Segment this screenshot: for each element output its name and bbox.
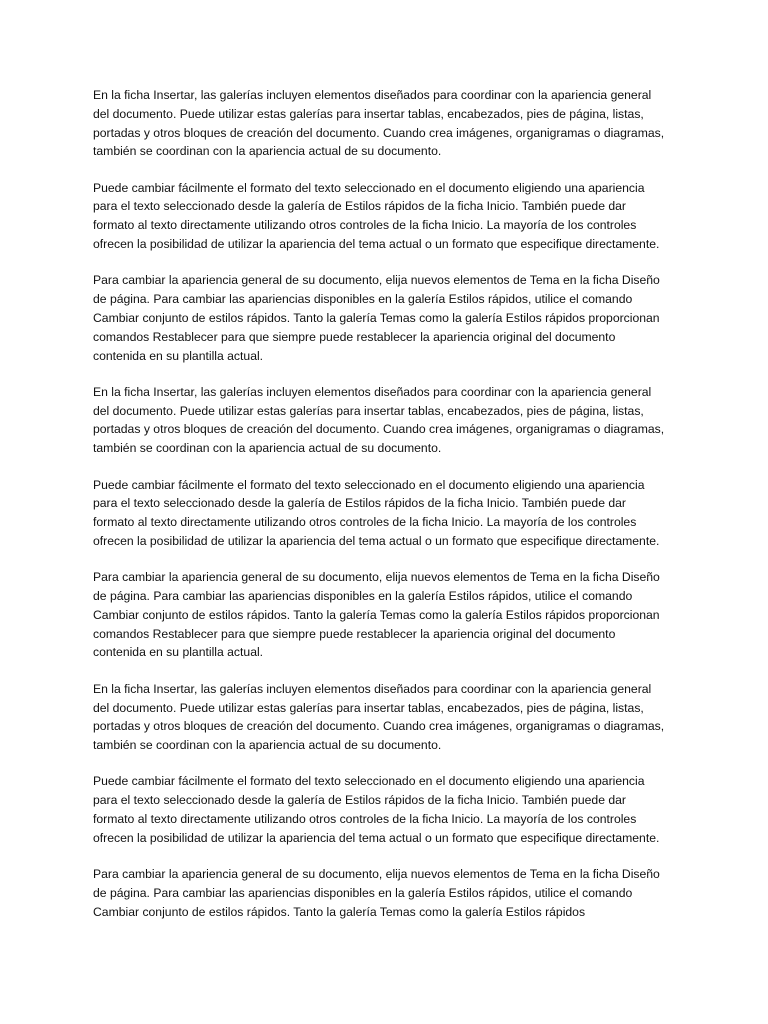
document-body	[93, 86, 668, 939]
paragraph: En la ficha Insertar, las galerías incluyen elementos diseñados para coordinar con la apariencia general del documento. Puede utilizar estas galerías para insertar tablas, encabezados, pies de página, listas, portadas y otros bloques de creación del documento. Cuando crea imágenes, organigramas o diagramas, también se coordinan con la apariencia actual de su documento.	[93, 384, 665, 456]
paragraph: Para cambiar la apariencia general de su documento, elija nuevos elementos de Tema en la ficha Diseño de página. Para cambiar las apariencias disponibles en la galería Estilos rápidos, utilice el comando Cambiar conjunto de estilos rápidos. Tanto la galería Temas como la galería Estilos rápidos proporcionan comandos Restablecer para que siempre puede restablecer la apariencia original del documento contenida en su plantilla actual.	[93, 570, 660, 660]
paragraph: Para cambiar la apariencia general de su documento, elija nuevos elementos de Tema en la ficha Diseño de página. Para cambiar las apariencias disponibles en la galería Estilos rápidos, utilice el comando Cambiar conjunto de estilos rápidos. Tanto la galería Temas como la galería Estilos rápidos	[93, 867, 660, 919]
paragraph: Puede cambiar fácilmente el formato del texto seleccionado en el documento eligiendo una apariencia para el texto seleccionado desde la galería de Estilos rápidos de la ficha Inicio. También puede dar formato al texto directamente utilizando otros controles de la ficha Inicio. La mayoría de los controles ofrecen la posibilidad de utilizar la apariencia del tema actual o un formato que especifique directamente.	[93, 774, 660, 845]
paragraph: En la ficha Insertar, las galerías incluyen elementos diseñados para coordinar con la apariencia general del documento. Puede utilizar estas galerías para insertar tablas, encabezados, pies de página, listas, portadas y otros bloques de creación del documento. Cuando crea imágenes, organigramas o diagramas, también se coordinan con la apariencia actual de su documento.	[93, 88, 665, 159]
paragraph: Puede cambiar fácilmente el formato del texto seleccionado en el documento eligiendo una apariencia para el texto seleccionado desde la galería de Estilos rápidos de la ficha Inicio. También puede dar formato al texto directamente utilizando otros controles de la ficha Inicio. La mayoría de los controles ofrecen la posibilidad de utilizar la apariencia del tema actual o un formato que especifique directamente.	[93, 477, 660, 548]
paragraph: En la ficha Insertar, las galerías incluyen elementos diseñados para coordinar con la apariencia general del documento. Puede utilizar estas galerías para insertar tablas, encabezados, pies de página, listas, portadas y otros bloques de creación del documento. Cuando crea imágenes, organigramas o diagramas, también se coordinan con la apariencia actual de su documento.	[93, 681, 665, 753]
paragraph: Puede cambiar fácilmente el formato del texto seleccionado en el documento eligiendo una apariencia para el texto seleccionado desde la galería de Estilos rápidos de la ficha Inicio. También puede dar formato al texto directamente utilizando otros controles de la ficha Inicio. La mayoría de los controles ofrecen la posibilidad de utilizar la apariencia del tema actual o un formato que especifique directamente.	[93, 180, 660, 252]
paragraph: Para cambiar la apariencia general de su documento, elija nuevos elementos de Tema en la ficha Diseño de página. Para cambiar las apariencias disponibles en la galería Estilos rápidos, utilice el comando Cambiar conjunto de estilos rápidos. Tanto la galería Temas como la galería Estilos rápidos proporcionan comandos Restablecer para que siempre puede restablecer la apariencia original del documento contenida en su plantilla actual.	[93, 273, 660, 363]
